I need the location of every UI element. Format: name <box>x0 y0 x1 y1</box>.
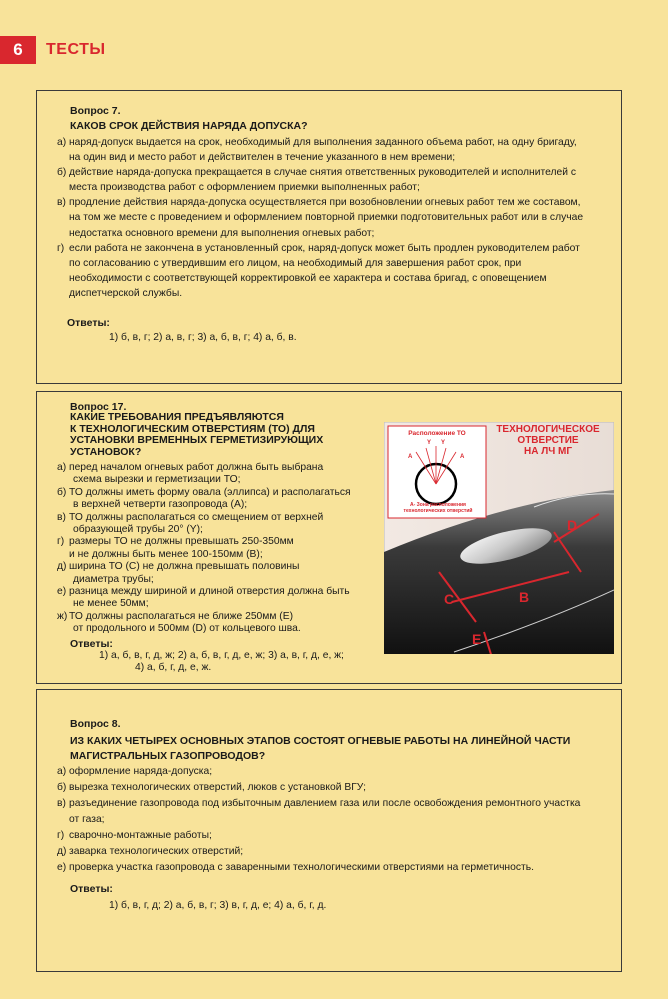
answer-options <box>57 462 387 636</box>
option-letter: в) <box>57 798 66 809</box>
option-letter: а) <box>57 137 67 148</box>
answers-list <box>99 650 419 675</box>
option-line: продление действия наряда-допуска осуществляется при возобновлении огневых работ тем же составом, <box>69 197 581 209</box>
question-title-line: ИЗ КАКИХ ЧЕТЫРЕХ ОСНОВНЫХ ЭТАПОВ СОСТОЯТ ОГНЕВЫЕ РАБОТЫ НА ЛИНЕЙНОЙ ЧАСТИ <box>70 735 571 747</box>
answers-list: 1) б, в, г, д; 2) а, б, в, г; 3) в, г, д, е; 4) а, б, г, д. <box>109 900 327 911</box>
question-label: Вопрос 17. <box>70 401 127 413</box>
option-line: если работа не закончена в установленный срок, наряд-допуск может быть продлен руководителем работ <box>69 242 580 254</box>
question-title-line: УСТАНОВКИ ВРЕМЕННЫХ ГЕРМЕТИЗИРУЮЩИХ <box>70 434 324 446</box>
option-line: заварка технологических отверстий; <box>69 846 244 857</box>
option-f <box>57 586 387 611</box>
inset-label-y-right: Y <box>441 440 446 446</box>
option-letter: б) <box>57 782 67 793</box>
option-line: разъединение газопровода под избыточным давлением газа или после освобождения ремонтного участка <box>69 798 581 809</box>
option-letter: г) <box>57 830 65 841</box>
label-d: D <box>567 517 578 533</box>
option-line: на том же месте с проведением и оформлением повторной приемки подготовительных работ или в случае <box>69 212 584 224</box>
figure-title-line: ОТВЕРСТИЕ <box>517 435 579 446</box>
option-line: ТО должны иметь форму овала (эллипса) и располагаться <box>69 486 351 498</box>
label-e: E <box>472 631 482 647</box>
option-a <box>57 764 617 780</box>
option-e <box>57 561 387 586</box>
answer-options <box>57 764 617 876</box>
option-line: ширина ТО (С) не должна превышать половины <box>69 561 300 573</box>
inset-label-y-left: Y <box>427 440 432 446</box>
option-line: ТО должны располагаться со смещением от верхней <box>69 511 324 523</box>
option-line: перед началом огневых работ должна быть выбрана <box>69 462 324 473</box>
option-line: образующей трубы 20° (Y); <box>73 524 203 536</box>
option-line: и не должны быть менее 100-150мм (В); <box>69 548 263 560</box>
answer-options <box>57 135 617 301</box>
figure-title <box>484 424 612 457</box>
question-title-line: КАКИЕ ТРЕБОВАНИЯ ПРЕДЪЯВЛЯЮТСЯ <box>70 411 284 423</box>
answers-label: Ответы: <box>70 638 113 650</box>
option-line: от продольного и 500мм (D) от кольцевого шва. <box>73 623 301 635</box>
option-letter: б) <box>57 167 67 179</box>
option-letter: д) <box>57 846 67 857</box>
option-line: действие наряда-допуска прекращается в случае снятия ответственных руководителей и исполнителей с <box>69 167 576 179</box>
inset-caption-line: А- Зона расположения <box>410 502 466 508</box>
label-b: B <box>519 589 530 605</box>
option-c <box>57 195 617 240</box>
option-line: оформление наряда-допуска; <box>69 766 213 777</box>
option-b <box>57 780 617 796</box>
option-g <box>57 611 387 636</box>
inset-caption-line: технологических отверстий <box>403 508 473 514</box>
question-card-17 <box>36 391 622 684</box>
option-letter: а) <box>57 766 67 777</box>
figure-title-line: ТЕХНОЛОГИЧЕСКОЕ <box>496 424 600 435</box>
inset-title: Расположение ТО <box>408 430 466 437</box>
option-line: диспетчерской службы. <box>69 287 183 299</box>
option-letter: е) <box>57 586 67 598</box>
page-number: 6 <box>0 36 36 64</box>
option-line: разница между шириной и длиной отверстия должна быть <box>69 586 350 598</box>
question-title <box>70 412 380 458</box>
option-line: от газа; <box>69 814 105 825</box>
page-header <box>0 36 668 64</box>
option-letter: г) <box>57 242 65 254</box>
option-d <box>57 536 387 561</box>
option-d <box>57 241 617 301</box>
inset-caption <box>392 502 484 514</box>
question-title-line: УСТАНОВОК? <box>70 445 142 458</box>
question-card-7 <box>36 90 622 384</box>
answers-list: 1) б, в, г; 2) а, в, г; 3) а, б, в, г; 4) а, б, в. <box>109 332 297 343</box>
option-line: на один вид и место работ и действителен в течение указанного в нем времени; <box>69 152 456 164</box>
section-title: ТЕСТЫ <box>46 41 106 58</box>
option-a <box>57 462 387 487</box>
option-line: места производства работ с оформлением приемки выполненных работ; <box>69 182 420 194</box>
option-letter: д) <box>57 561 67 573</box>
inset-label-a-left: А <box>408 454 413 460</box>
option-letter: б) <box>57 486 67 498</box>
option-letter: в) <box>57 511 66 523</box>
answers-line: 4) а, б, г, д, е, ж. <box>135 662 212 674</box>
option-line: не менее 50мм; <box>73 598 149 610</box>
option-line: вырезка технологических отверстий, люков с установкой ВГУ; <box>69 782 366 793</box>
inset-label-a-right: А <box>460 454 465 460</box>
option-c <box>57 796 617 828</box>
option-line: ТО должны располагаться не ближе 250мм (Е) <box>69 610 294 622</box>
option-line: схема вырезки и герметизации ТО; <box>73 474 241 486</box>
question-title-line: МАГИСТРАЛЬНЫХ ГАЗОПРОВОДОВ? <box>70 750 266 762</box>
option-line: наряд-допуск выдается на срок, необходимый для выполнения заданного объема работ, на одну бригаду, <box>69 137 577 148</box>
option-d <box>57 828 617 844</box>
option-f <box>57 860 617 876</box>
option-line: сварочно-монтажные работы; <box>69 830 212 841</box>
answers-label: Ответы: <box>67 317 110 329</box>
option-line: диаметра трубы; <box>73 573 154 585</box>
option-line: размеры ТО не должны превышать 250-350мм <box>69 536 294 548</box>
answers-label: Ответы: <box>70 883 113 895</box>
option-line: недостатка основного времени для выполнения огневых работ; <box>69 227 375 239</box>
technological-hole-figure <box>384 422 614 654</box>
option-b <box>57 487 387 512</box>
option-letter: е) <box>57 862 67 873</box>
answers-line: 1) а, б, в, г, д, ж; 2) а, б, в, г, д, е, ж; 3) а, в, г, д, е, ж; <box>99 650 344 661</box>
option-line: в верхней четверти газопровода (А); <box>73 499 248 511</box>
option-line: проверка участка газопровода с заваренными технологическими отверстиями на герметичность. <box>69 862 534 873</box>
option-line: по согласованию с утвердившим его лицом, на необходимый для завершения работ срок, при <box>69 257 522 269</box>
figure-title-line: НА ЛЧ МГ <box>523 446 573 457</box>
option-e <box>57 844 617 860</box>
option-letter: ж) <box>57 610 68 622</box>
question-label: Вопрос 7. <box>70 105 121 117</box>
question-title <box>70 734 620 764</box>
option-line: необходимости с соответствующей корректировкой ее характера и состава бригад, с оповещением <box>69 272 547 284</box>
question-card-8 <box>36 689 622 972</box>
question-title: КАКОВ СРОК ДЕЙСТВИЯ НАРЯДА ДОПУСКА? <box>70 120 308 132</box>
question-title-line: К ТЕХНОЛОГИЧЕСКИМ ОТВЕРСТИЯМ (ТО) ДЛЯ <box>70 422 315 435</box>
option-letter: в) <box>57 197 66 209</box>
question-label: Вопрос 8. <box>70 718 121 730</box>
option-b <box>57 165 617 195</box>
option-a <box>57 135 617 165</box>
option-letter: а) <box>57 462 67 473</box>
label-c: C <box>444 591 455 607</box>
option-letter: г) <box>57 536 65 548</box>
option-c <box>57 512 387 537</box>
